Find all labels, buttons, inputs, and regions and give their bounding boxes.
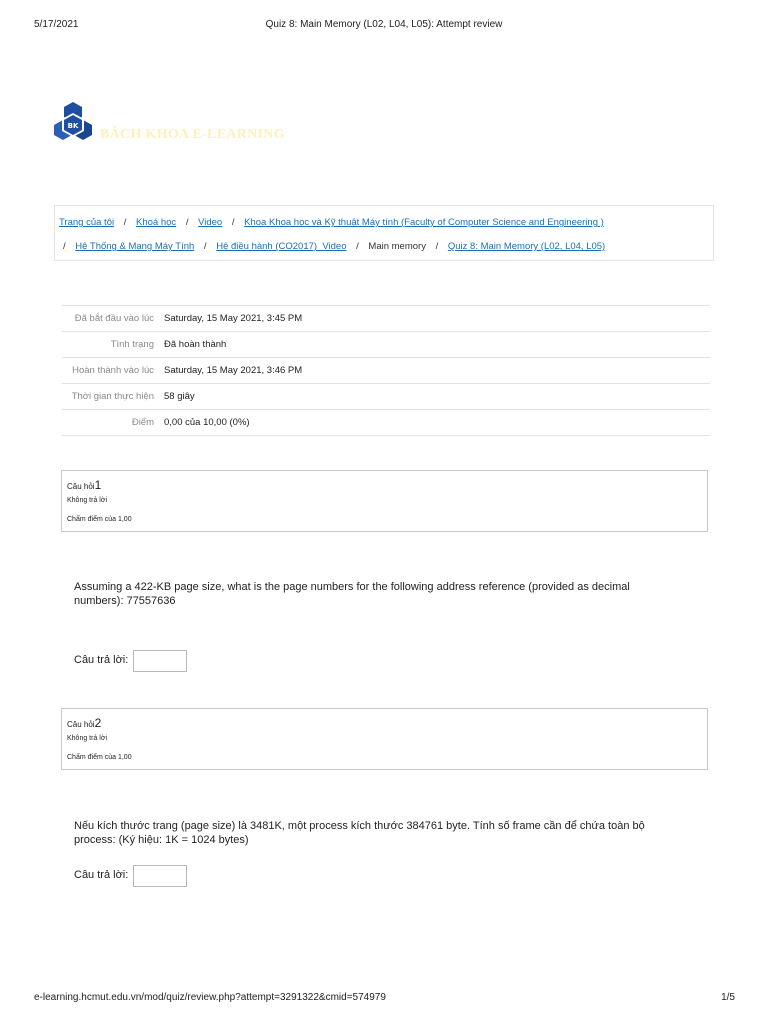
summary-label: Hoàn thành vào lúc: [72, 365, 154, 376]
breadcrumb-quiz[interactable]: Quiz 8: Main Memory (L02, L04, L05): [447, 241, 606, 252]
breadcrumb-separator: /: [435, 241, 439, 252]
breadcrumb-separator: /: [231, 217, 235, 228]
question-info-1: [61, 470, 708, 532]
summary-label: Điểm: [131, 417, 154, 428]
print-url: e-learning.hcmut.edu.vn/mod/quiz/review.php?attempt=3291322&cmid=574979: [34, 992, 386, 1003]
summary-label: Đã bắt đầu vào lúc: [74, 313, 154, 324]
summary-value: Saturday, 15 May 2021, 3:46 PM: [164, 365, 303, 376]
question-info-2: [61, 708, 708, 770]
answer-input-2[interactable]: [133, 865, 187, 887]
answer-label: Câu trả lời:: [74, 869, 129, 881]
breadcrumb-video[interactable]: Video: [198, 217, 223, 228]
breadcrumb-separator: /: [63, 241, 66, 252]
question-state: Không trả lời: [67, 497, 108, 504]
breadcrumb-systems-networks[interactable]: Hệ Thống & Mạng Máy Tính: [75, 241, 195, 252]
summary-label: Tình trạng: [110, 339, 154, 350]
site-brand[interactable]: [54, 102, 354, 142]
question-number-value: 1: [94, 478, 102, 492]
attempt-summary-table: [62, 305, 710, 436]
question-number: [67, 716, 101, 730]
question-grade: Chấm điểm của 1,00: [67, 516, 132, 523]
question-text-1: Assuming a 422-KB page size, what is the page numbers for the following address reference (provided as decimal numbers): 77557636: [74, 581, 630, 607]
breadcrumb-separator: /: [123, 217, 127, 228]
breadcrumb-row: [59, 217, 604, 228]
breadcrumb-courses[interactable]: Khoá học: [136, 217, 177, 228]
breadcrumb-main-memory: Main memory: [368, 241, 426, 252]
question-number-value: 2: [94, 716, 102, 730]
question-prefix: Câu hỏi: [67, 482, 95, 491]
summary-row-completed: [62, 357, 710, 383]
question-prefix: Câu hỏi: [67, 720, 95, 729]
breadcrumb-separator: /: [203, 241, 207, 252]
question-grade: Chấm điểm của 1,00: [67, 754, 132, 761]
question-state: Không trả lời: [67, 735, 108, 742]
summary-row-status: [62, 331, 710, 357]
bk-hexagon-logo-icon: [54, 102, 92, 142]
breadcrumb-separator: /: [185, 217, 189, 228]
summary-value: Đã hoàn thành: [164, 339, 227, 350]
summary-value: 0,00 của 10,00 (0%): [164, 417, 250, 428]
question-text-2: Nếu kích thước trang (page size) là 3481K, một process kích thước 384761 byte. Tính số frame cần để chứa toàn bộ process: (Ký hiệu: 1K = 1024 bytes): [74, 820, 645, 846]
breadcrumb: [54, 205, 714, 261]
answer-label: Câu trả lời:: [74, 654, 129, 666]
summary-value: Saturday, 15 May 2021, 3:45 PM: [164, 313, 303, 324]
summary-row-grade: [62, 409, 710, 436]
print-page-number: 1/5: [721, 992, 735, 1003]
summary-row-started: [62, 305, 710, 331]
answer-input-1[interactable]: [133, 650, 187, 672]
summary-value: 58 giây: [164, 391, 195, 402]
summary-row-time-taken: [62, 383, 710, 409]
breadcrumb-row: [63, 241, 605, 252]
breadcrumb-os-course[interactable]: Hệ điều hành (CO2017)_Video: [216, 241, 347, 252]
question-number: [67, 478, 101, 492]
print-title: Quiz 8: Main Memory (L02, L04, L05): Attempt review: [265, 19, 503, 30]
logo-text: BK: [67, 122, 79, 130]
breadcrumb-separator: /: [356, 241, 359, 252]
print-date: 5/17/2021: [34, 19, 79, 30]
breadcrumb-faculty[interactable]: Khoa Khoa học và Kỹ thuật Máy tính (Faculty of Computer Science and Engineering ): [244, 217, 604, 228]
breadcrumb-my-page[interactable]: Trang của tôi: [59, 217, 115, 228]
summary-label: Thời gian thực hiện: [71, 391, 154, 402]
brand-name: BÁCH KHOA E-LEARNING: [100, 127, 285, 142]
